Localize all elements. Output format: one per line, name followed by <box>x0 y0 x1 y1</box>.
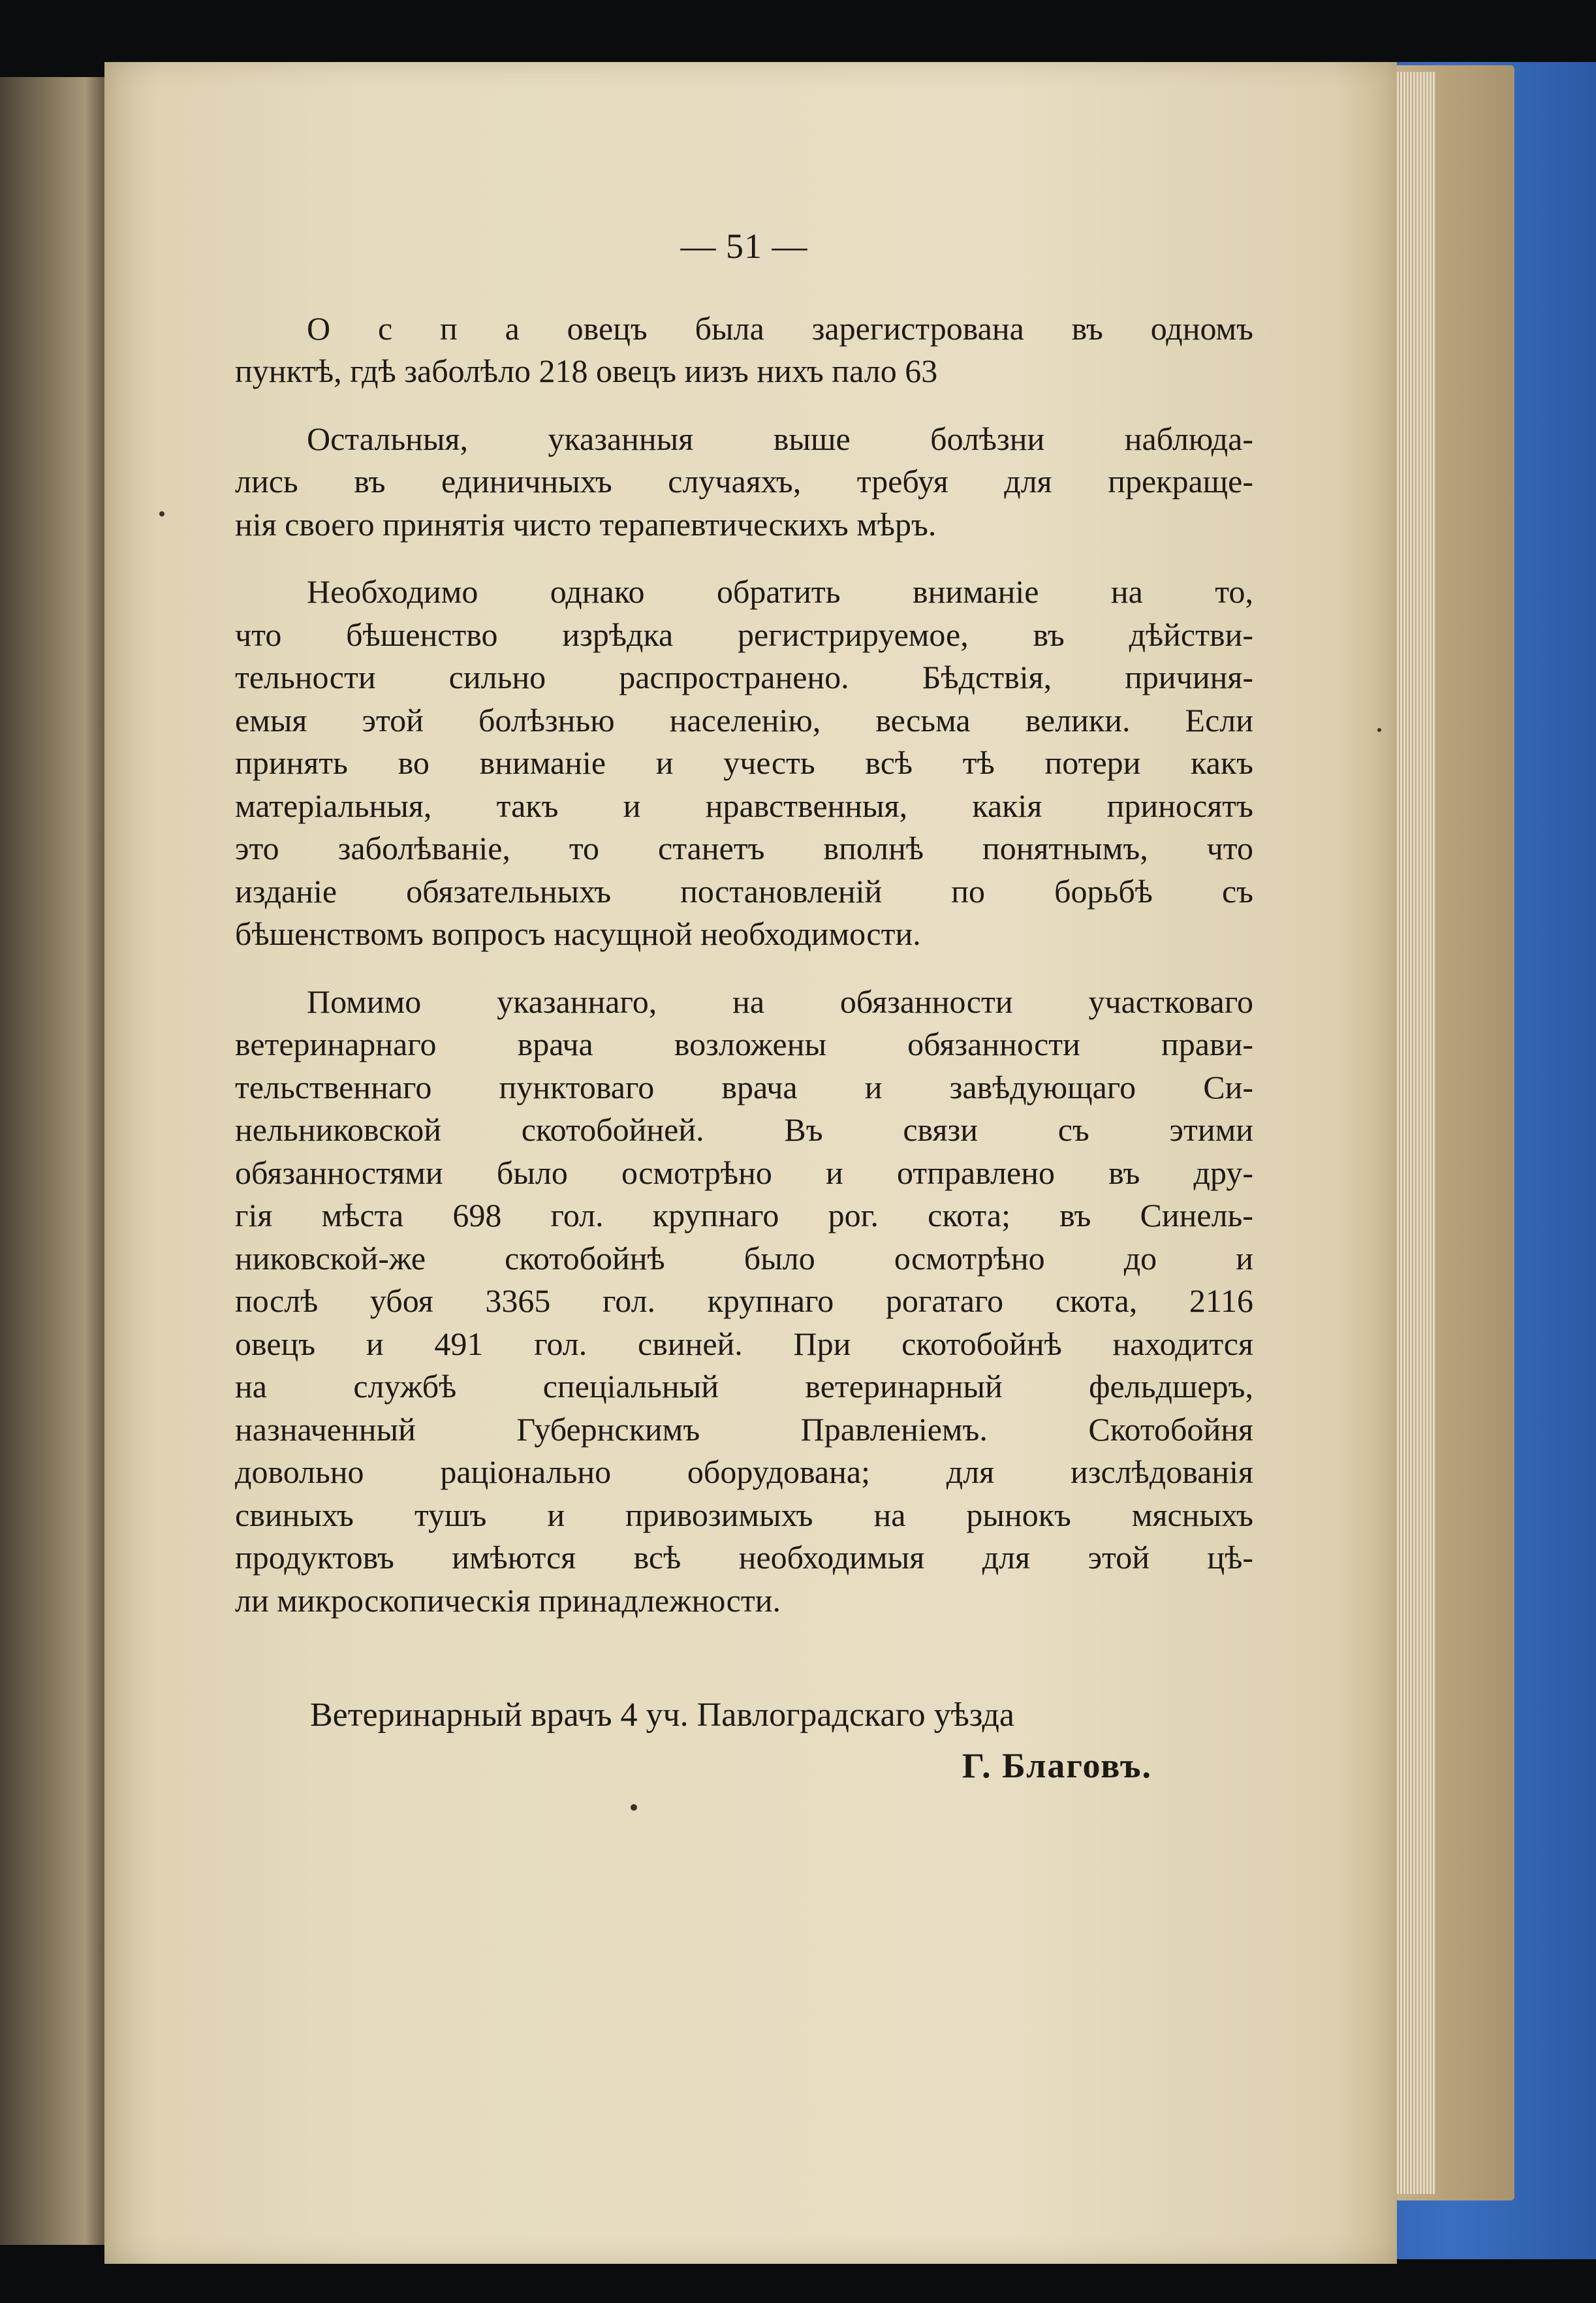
paragraph <box>235 308 1253 393</box>
ink-speck <box>1377 728 1381 732</box>
page-number: — 51 — <box>680 227 808 266</box>
text-line: О с п а овецъ была зарегистрована въ одномъ <box>307 310 1253 347</box>
text-line: ветеринарнаго врача возложены обязанности прави- <box>235 1026 1253 1062</box>
page-content <box>235 225 1253 1787</box>
text-line: бѣшенствомъ вопросъ насущной необходимости. <box>235 915 921 952</box>
text-line: лись въ единичныхъ случаяхъ, требуя для прекраще- <box>235 463 1253 500</box>
ink-speck <box>631 1804 637 1811</box>
text-line: матеріальныя, такъ и нравственныя, какія приносятъ <box>235 787 1253 824</box>
text-line: на службѣ спеціальный ветеринарный фельдшеръ, <box>235 1368 1253 1405</box>
signature-block <box>235 1694 1253 1787</box>
signature-title: Ветеринарный врачъ 4 уч. Павлоградскаго уѣзда <box>310 1696 1014 1734</box>
text-line: послѣ убоя 3365 гол. крупнаго рогатаго скота, 2116 <box>235 1282 1253 1319</box>
page-edges <box>1390 72 1436 2194</box>
paragraph <box>235 981 1253 1623</box>
signature-name: Г. Благовъ. <box>962 1745 1152 1785</box>
text-line: назначенный Губернскимъ Правленіемъ. Скотобойня <box>235 1410 1253 1448</box>
ink-speck <box>159 511 164 516</box>
text-line: что бѣшенство изрѣдка регистрируемое, въ дѣйстви- <box>235 616 1253 653</box>
text-line: тельственнаго пунктоваго врача и завѣдующаго Си- <box>235 1068 1253 1105</box>
text-line: принять во вниманіе и учесть всѣ тѣ потери какъ <box>235 744 1253 781</box>
text-line: изданіе обязательныхъ постановленій по борьбѣ съ <box>235 872 1253 910</box>
text-line: это заболѣваніе, то станетъ вполнѣ понятнымъ, что <box>235 830 1253 866</box>
text-line: Помимо указаннаго, на обязанности участковаго <box>307 983 1253 1020</box>
text-line: довольно раціонально оборудована; для изслѣдованія <box>235 1453 1253 1490</box>
text-line: овецъ и 491 гол. свиней. При скотобойнѣ находится <box>235 1325 1253 1362</box>
text-line: нельниковской скотобойней. Въ связи съ этими <box>235 1111 1253 1148</box>
paragraph <box>235 571 1253 956</box>
book-page <box>104 62 1397 2264</box>
text-line: тельности сильно распространено. Бѣдствія, причиня- <box>235 659 1253 695</box>
text-line: нія своего принятія чисто терапевтическихъ мѣръ. <box>235 505 937 543</box>
text-line: свиныхъ тушъ и привозимыхъ на рынокъ мясныхъ <box>235 1496 1253 1533</box>
paragraph <box>235 418 1253 547</box>
text-line: никовской-же скотобойнѣ было осмотрѣно до и <box>235 1239 1253 1277</box>
text-line: пунктѣ, гдѣ заболѣло 218 овецъ иизъ нихъ пало 63 <box>235 353 938 389</box>
text-line: Остальныя, указанныя выше болѣзни наблюда- <box>307 420 1253 457</box>
text-line: емыя этой болѣзнью населенію, весьма велики. Если <box>235 701 1253 739</box>
text-line: ли микроскопическія принадлежности. <box>235 1581 781 1619</box>
text-line: обязанностями было осмотрѣно и отправлено въ дру- <box>235 1154 1253 1191</box>
text-line: гія мѣста 698 гол. крупнаго рог. скота; въ Синель- <box>235 1197 1253 1233</box>
text-line: Необходимо однако обратить вниманіе на то, <box>307 573 1253 610</box>
text-line: продуктовъ имѣются всѣ необходимыя для этой цѣ- <box>235 1539 1253 1576</box>
